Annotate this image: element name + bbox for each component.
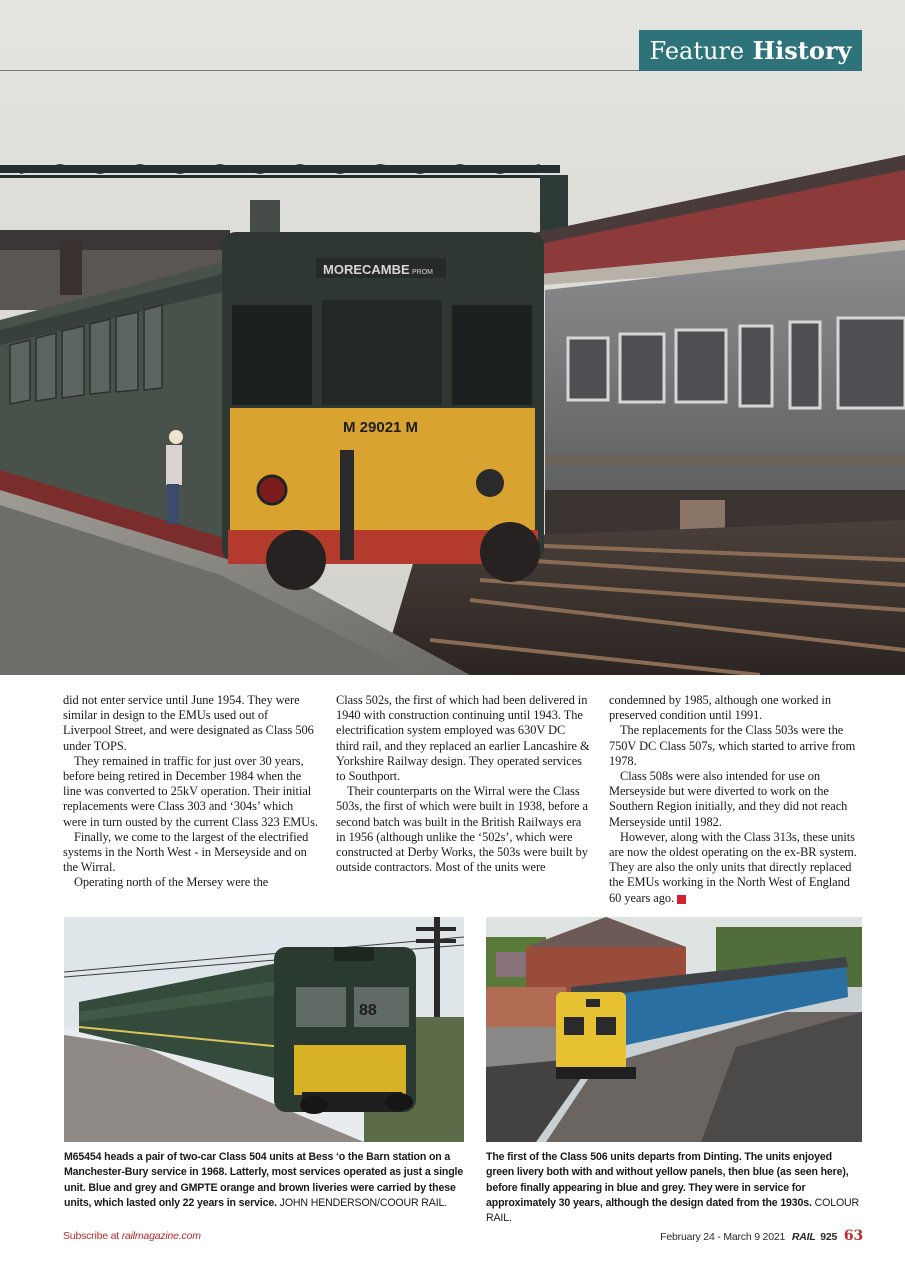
photo-class-504 [64,917,464,1142]
subscribe-prefix: Subscribe at [63,1230,122,1242]
end-mark-icon: R [677,895,686,904]
caption-right-credit: COLOUR RAIL. [486,1196,860,1225]
folio [660,1228,863,1244]
page-number: 63 [843,1228,863,1244]
page-footer [63,1228,863,1244]
magazine-name: RAIL [791,1231,816,1243]
paragraph: did not enter service until June 1954. They were similar in design to the EMUs used out of Liverpool Street, and were designated as Class 506 under TOPS. [63,693,314,753]
unit-number: M 29021 M [343,419,419,436]
paragraph: The replacements for the Class 503s were the 750V DC Class 507s, which started to arrive from 1978. [609,723,856,768]
destination-blind: MORECAMBE [323,262,410,277]
paragraph: Finally, we come to the largest of the electrified systems in the North West - in Merseyside and on the Wirral. [63,829,309,875]
paragraph: Operating north of the Mersey were the [74,875,269,890]
article-column-1 [63,693,318,891]
section-tag [639,30,862,71]
subscribe-site[interactable]: railmagazine.com [121,1230,201,1242]
section-tag-light: Feature [649,37,745,65]
paragraph: They remained in traffic for just over 30 years, before being retired in December 1984 when the line was converted to 25kV operation. Their initial replacements were Class 303 and ‘304s’ which were in turn ousted by the current Class 323 EMUs. [63,753,318,829]
caption-right-text: The first of the Class 506 units departs from Dinting. The units enjoyed green livery both with and without yellow panels, then blue (as seen here), before finally appearing in blue and grey. They were in service for approximately 30 years, although the design dated from the 1930s. [486,1151,849,1209]
paragraph: Class 502s, the first of which had been delivered in 1940 with construction continuing until 1943. The electrification system employed was 630V DC third rail, and they replaced an earlier Lancashire & Yorkshire Railway design. They operated services to Southport. [336,693,590,784]
paragraph: Their counterparts on the Wirral were the Class 503s, the first of which were built in 1938, before a second batch was built in the British Railways era in 1956 (although unlike the ‘502s’, which were constructed at Derby Works, the 503s were built by outside contractors. Most of the units were [336,784,588,875]
paragraph: condemned by 1985, although one worked in preserved condition until 1991. [609,693,831,723]
header-rule [0,70,640,71]
issue-number: 925 [820,1231,838,1243]
svg-text:88: 88 [359,1002,377,1019]
section-tag-bold: History [752,36,852,65]
caption-right [486,1150,862,1226]
subscribe-link[interactable] [63,1230,201,1242]
article-column-2 [336,693,591,875]
paragraph: However, along with the Class 313s, these units are now the oldest operating on the ex-BR system. They are also the only units that directly replaced the EMUs working in the North West of England 60 years ago. [609,829,857,905]
issue-date: February 24 - March 9 2021 [660,1231,786,1243]
paragraph: Class 508s were also intended for use on Merseyside but were diverted to work on the Southern Region initially, and they did not reach Merseyside until 1982. [609,769,848,829]
destination-blind-suffix: PROM [412,269,433,276]
caption-left-credit: JOHN HENDERSON/COOUR RAIL. [279,1196,448,1209]
photo-class-506 [486,917,862,1142]
article-body [63,693,863,908]
article-column-3 [609,693,864,906]
caption-left-text: M65454 heads a pair of two-car Class 504 units at Bess ‘o the Barn station on a Manchester-Bury service in 1968. Latterly, most services operated as just a single unit. Blue and grey and GMPTE orange and brown liveries were carried by these units, which lasted only 22 years in service. [64,1151,464,1209]
caption-left [64,1150,466,1211]
